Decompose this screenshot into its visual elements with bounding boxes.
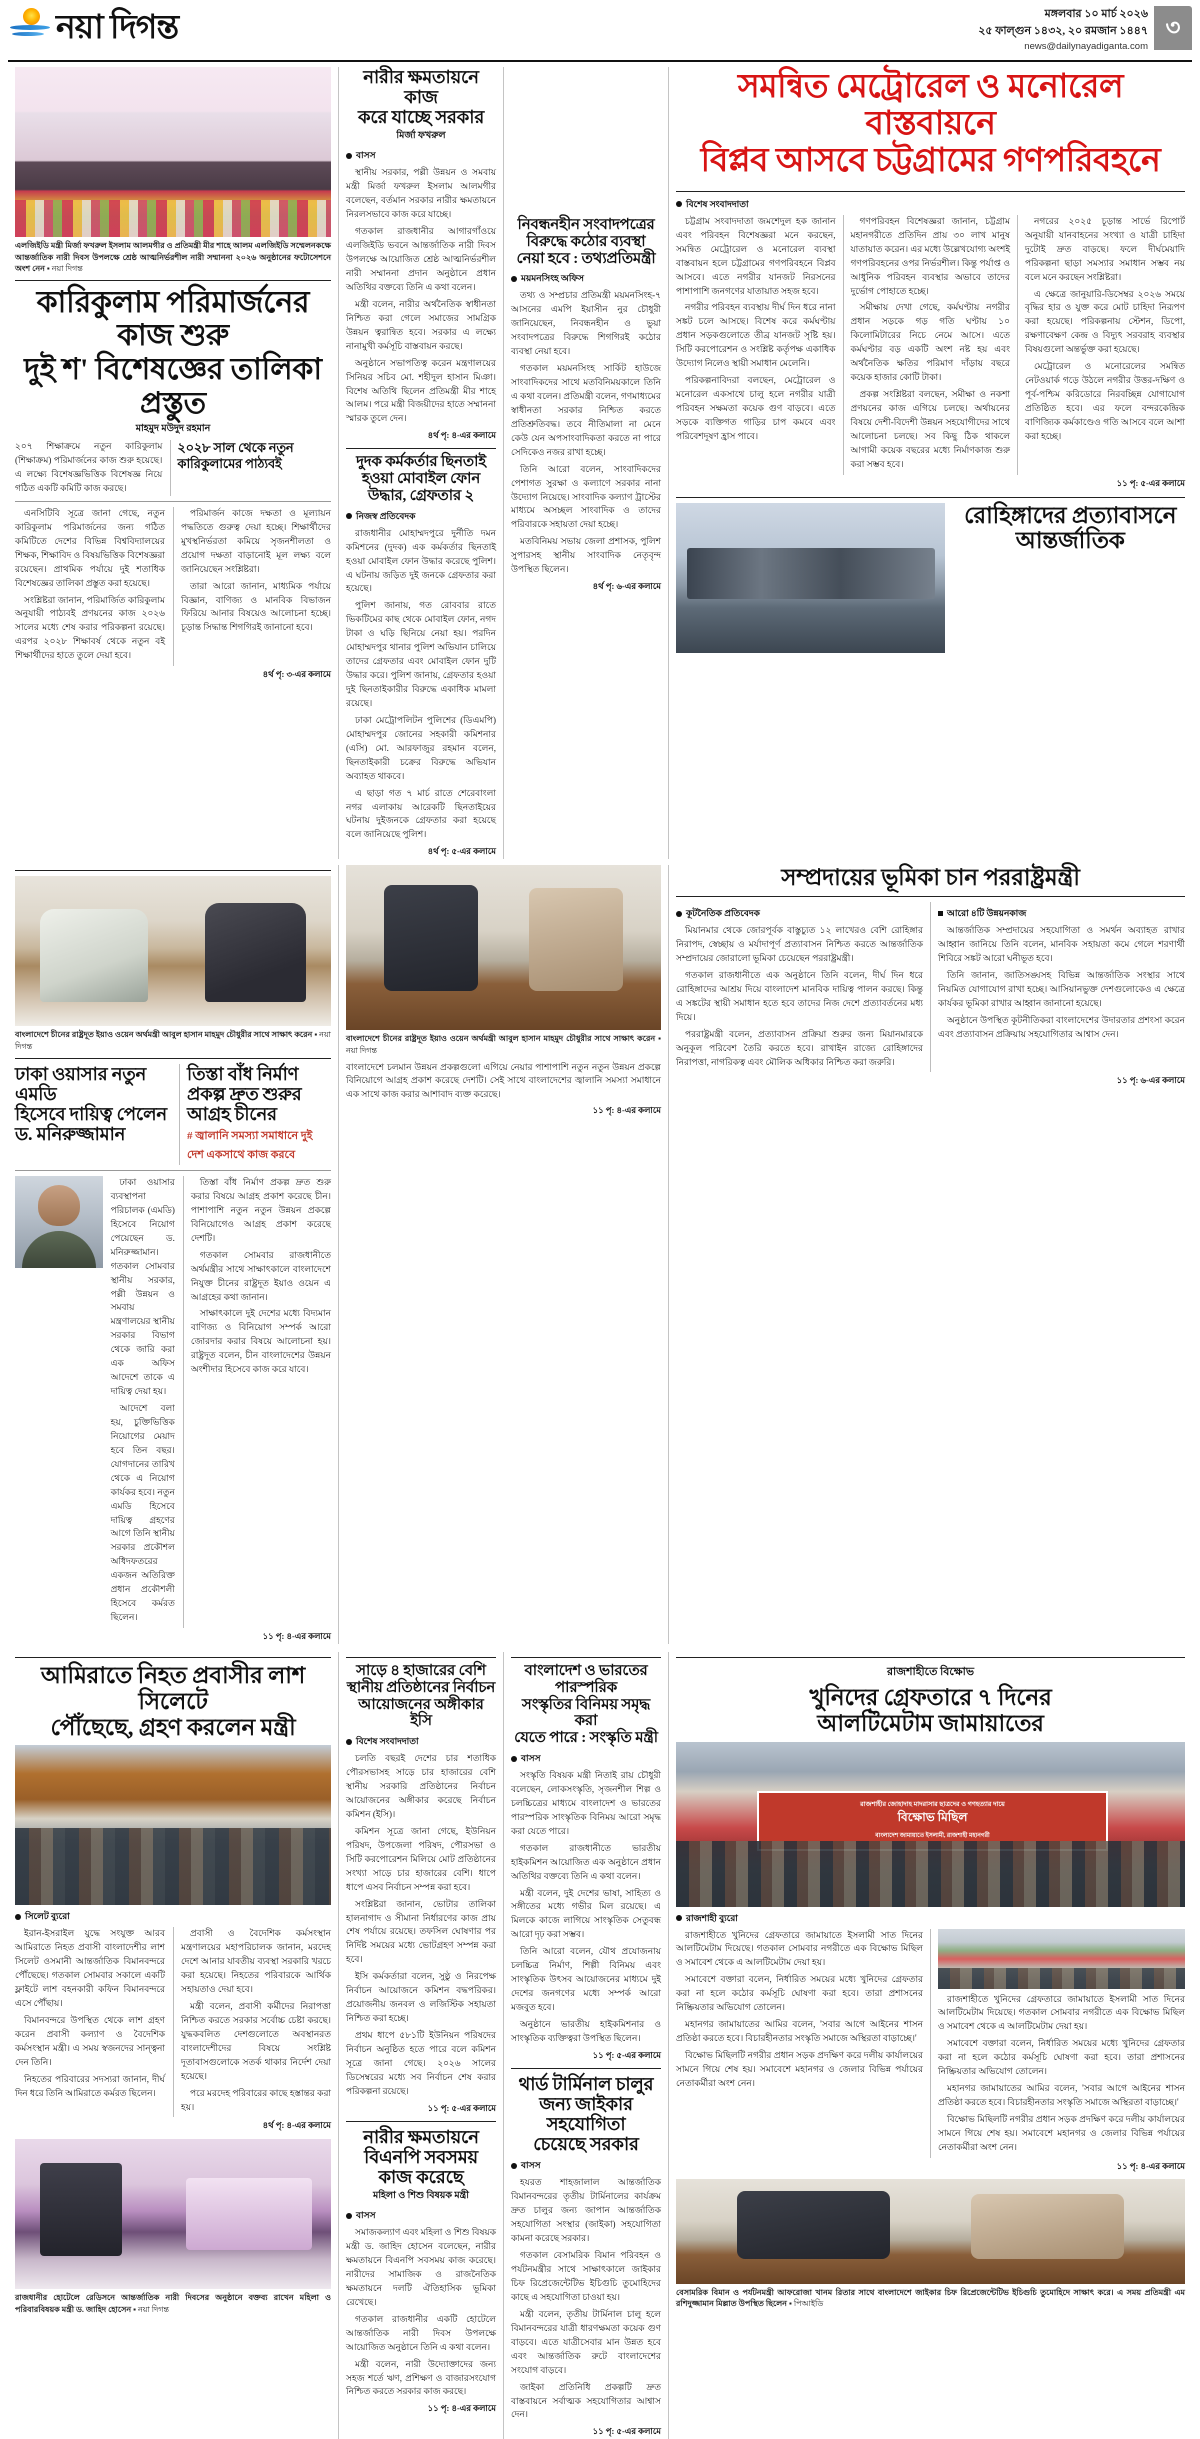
culture-source: বাসস	[511, 1751, 661, 1766]
column-right-bottom	[668, 1652, 1192, 2439]
press-registration-source: ময়মনসিংহ অফিস	[511, 271, 661, 286]
bnp-women-headline-l2[interactable]: বিএনপি সবসময়	[364, 2146, 478, 2167]
masthead-title: নয়া দিগন্ত	[56, 9, 179, 46]
terminal-headline-l3[interactable]: চেয়েছে সরকার	[533, 2134, 639, 2155]
expat-body-b: প্রবাসী ও বৈদেশিক কর্মসংস্থান মন্ত্রণালয়ের মহাপরিচালক জানান, মরদেহ দেশে আনার যাবতীয় ব্যবস্থা সরকারি খরচে করা হয়েছে। নিহতের পরিবারকে আর্থিক সহায়তাও দেয়া হবে। মন্ত্রী বলেন, প্রবাসী কর্মীদের নিরাপত্তা নিশ্চিত করতে সরকার সর্বোচ্চ চেষ্টা করছে। যুদ্ধকবলিত দেশগুলোতে অবস্থানরত বাংলাদেশীদের বিষয়ে সংশ্লিষ্ট দূতাবাসগুলোকে সতর্ক থাকার নির্দেশ দেয়া হয়েছে। পরে মরদেহ পরিবারের কাছে হস্তান্তর করা হয়।	[173, 1927, 331, 2117]
sahosika-event-photo	[15, 2139, 331, 2289]
mobile-theft-headline-l2[interactable]: হওয়া মোবাইল ফোন	[361, 471, 481, 488]
curriculum-jump-ref[interactable]: ৪র্থ পৃ: ৩-এর কলামে	[262, 669, 331, 680]
rohingya-jump-ref[interactable]: ১১ পৃ: ৬-এর কলামে	[1116, 1075, 1185, 1086]
top-band	[8, 67, 1192, 859]
ec-election-source: বিশেষ সংবাদদাতা	[346, 1734, 496, 1749]
ec-election-body: চলতি বছরই দেশের চার শতাধিক পৌরসভাসহ সাড়ে চার হাজারের বেশি স্থানীয় সরকারি প্রতিষ্ঠানের নির্বাচন আয়োজনের অঙ্গীকার করেছে নির্বাচন কমিশন (ইসি)। কমিশন সূত্রে জানা গেছে, ইউনিয়ন পরিষদ, উপজেলা পরিষদ, পৌরসভা ও সিটি করপোরেশন মিলিয়ে মোট প্রতিষ্ঠানের সংখ্যা সাড়ে চার হাজারের বেশি। ধাপে ধাপে এসব নির্বাচন সম্পন্ন করা হবে। সংশ্লিষ্টরা জানান, ভোটার তালিকা হালনাগাদ ও সীমানা নির্ধারণের কাজ প্রায় শেষ পর্যায়ে রয়েছে। তফসিল ঘোষণার পর নির্দিষ্ট সময়ের মধ্যে ভোটগ্রহণ সম্পন্ন করা হবে। ইসি কর্মকর্তারা বলেন, সুষ্ঠু ও নিরপেক্ষ নির্বাচন আয়োজনে কমিশন বদ্ধপরিকর। প্রয়োজনীয় জনবল ও লজিস্টিক সহায়তা নিশ্চিত করা হচ্ছে। প্রথম ধাপে ৫৮১টি ইউনিয়ন পরিষদের নির্বাচন অনুষ্ঠিত হতে পারে বলে কমিশন সূত্রে জানা গেছে। ২০২৬ সালের ডিসেম্বরের মধ্যে সব নির্বাচন শেষ করার পরিকল্পনা রয়েছে।	[346, 1753, 496, 2096]
jamaat-protest-photo	[676, 1742, 1185, 1907]
sahosika-caption: রাজধানীর হোটেলে রেডিসনে আন্তর্জাতিক নারী দিবসের অনুষ্ঠানে বক্তব্য রাখেন মহিলা ও পরিবারবিষয়ক মন্ত্রী ড. জাহিদ হোসেন ▪ নয়া দিগন্ত	[15, 2293, 331, 2315]
masthead	[8, 6, 1192, 58]
press-registration-jump-ref[interactable]: ৪র্থ পৃ: ৬-এর কলামে	[592, 581, 661, 592]
tista-headline-l1[interactable]: তিস্তা বাঁধ নির্মাণ	[187, 1063, 299, 1084]
bnp-women-body: সমাজকল্যাণ এবং মহিলা ও শিশু বিষয়ক মন্ত্রী ড. জাহিদ হোসেন বলেছেন, নারীর ক্ষমতায়নে বিএনপি সবসময় কাজ করেছে। নারীদের সামাজিক ও রাজনৈতিক ক্ষমতায়নে দলটি ঐতিহাসিক ভূমিকা রেখেছে। গতকাল রাজধানীর একটি হোটেলে আন্তর্জাতিক নারী দিবস উপলক্ষে আয়োজিত অনুষ্ঠানে তিনি এ কথা বলেন। মন্ত্রী বলেন, নারী উদ্যোক্তাদের জন্য সহজ শর্তে ঋণ, প্রশিক্ষণ ও বাজারসংযোগ নিশ্চিত করতে সরকার কাজ করছে।	[346, 2227, 496, 2397]
ec-election-headline-l1[interactable]: সাড়ে ৪ হাজারের বেশি	[356, 1663, 486, 1680]
expat-jump-ref[interactable]: ৪র্থ পৃ: ৪-এর কলামে	[262, 2120, 331, 2131]
rajshahi-source: রাজশাহী ব্যুরো	[676, 1911, 1185, 1926]
bnp-women-byline: মহিলা ও শিশু বিষয়ক মন্ত্রী	[373, 2191, 469, 2202]
rajshahi-body-right: রাজশাহীতে খুনিদের গ্রেফতারে জামায়াতে ইসলামী সাত দিনের আলটিমেটাম দিয়েছে। গতকাল সোমবার নগরীতে এক বিক্ষোভ মিছিল ও সমাবেশ থেকে এ আলটিমেটাম দেয়া হয়। সমাবেশে বক্তারা বলেন, নির্ধারিত সময়ের মধ্যে খুনিদের গ্রেফতার করা না হলে কঠোর কর্মসূচি ঘোষণা করা হবে। তারা প্রশাসনের নিষ্ক্রিয়তার অভিযোগ তোলেন। মহানগর জামায়াতের আমির বলেন, 'সবার আগে আইনের শাসন প্রতিষ্ঠা করতে হবে। বিচারহীনতার সংস্কৃতি সমাজে অস্থিরতা বাড়াচ্ছে।' বিক্ষোভ মিছিলটি নগরীর প্রধান সড়ক প্রদক্ষিণ করে দলীয় কার্যালয়ের সামনে গিয়ে শেষ হয়। সমাবেশে মহানগর ও জেলার বিভিন্ন পর্যায়ের নেতাকর্মীরা অংশ নেন।	[938, 1993, 1185, 2152]
culture-headline-l1[interactable]: বাংলাদেশ ও ভারতের পারস্পরিক	[524, 1663, 648, 1696]
column-4-bottom	[503, 1652, 668, 2439]
curriculum-headline-line2[interactable]: দুই শ' বিশেষজ্ঞের তালিকা প্রস্তুত	[24, 352, 322, 420]
women-empowerment-source: বাসস	[346, 148, 496, 163]
column-2-mid	[338, 865, 668, 1644]
terminal-jump-ref[interactable]: ১১ পৃ: ৫-এর কলামে	[592, 2426, 661, 2437]
lead-story	[668, 67, 1192, 859]
bnp-women-source: বাসস	[346, 2208, 496, 2223]
rohingya-source-right: আরো ৪টি উন্নয়নকাজ	[938, 906, 1185, 921]
column-1-top	[8, 67, 338, 859]
column-right-mid	[668, 865, 1192, 1644]
expat-headline-l2[interactable]: পৌঁছেছে, গ্রহণ করলেন মন্ত্রী	[50, 1714, 296, 1740]
bottom-band	[8, 1652, 1192, 2439]
china-meeting-caption: বাংলাদেশে চীনের রাষ্ট্রদূত ইয়াও ওয়েন অর্থমন্ত্রী আবুল হাসান মাহমুদ চৌধুরীর সাথে সাক্ষাৎ করেন ▪ নয়া দিগন্ত	[15, 1030, 331, 1051]
finance-meeting-caption: বাংলাদেশে চীনের রাষ্ট্রদূত ইয়াও ওয়েন অর্থমন্ত্রী আবুল হাসান মাহমুদ চৌধুরীর সাথে সাক্ষাৎ করেন ▪ নয়া দিগন্ত	[346, 1034, 661, 1055]
gregorian-date: মঙ্গলবার ১০ মার্চ ২০২৬	[1044, 8, 1148, 20]
mobile-theft-headline-l3[interactable]: উদ্ধার, গ্রেফতার ২	[367, 487, 475, 504]
rohingya-headline-l2[interactable]: সম্প্রদায়ের ভূমিকা চান পররাষ্ট্রমন্ত্রী	[781, 865, 1080, 891]
culture-jump-ref[interactable]: ১১ পৃ: ৫-এর কলামে	[592, 2049, 661, 2060]
terminal-body: হযরত শাহজালাল আন্তর্জাতিক বিমানবন্দরের তৃতীয় টার্মিনালের কার্যক্রম দ্রুত চালুর জন্য জাপান আন্তর্জাতিক সহযোগিতা সংস্থার (জাইকা) সহযোগিতা কামনা করেছে সরকার। গতকাল বেসামরিক বিমান পরিবহন ও পর্যটনমন্ত্রীর সাথে সাক্ষাৎকালে জাইকার চিফ রিপ্রেজেন্টেটিভ ইচিগুচি তুমোহিদের কাছে এ সহযোগিতা চাওয়া হয়। মন্ত্রী বলেন, তৃতীয় টার্মিনাল চালু হলে বিমানবন্দরের যাত্রী ধারণক্ষমতা কয়েক গুণ বাড়বে। এতে যাত্রীসেবার মান উন্নত হবে এবং আন্তর্জাতিক রুটে বাংলাদেশের সংযোগ বাড়বে। জাইকা প্রতিনিধি প্রকল্পটি দ্রুত বাস্তবায়নে সর্বাত্মক সহযোগিতার আশ্বাস দেন।	[511, 2177, 661, 2420]
page-number: ৩	[1165, 15, 1181, 41]
women-empowerment-byline: মির্জা ফখরুল	[396, 131, 446, 142]
curriculum-byline: মাহমুদ মউদুদ রহমান	[135, 424, 211, 435]
lead-source: বিশেষ সংবাদদাতা	[676, 197, 1185, 212]
tista-dam-block	[179, 1064, 331, 1165]
column-3-bottom	[338, 1652, 503, 2439]
rajshahi-jump-ref[interactable]: ১১ পৃ: ৪-এর কলামে	[1116, 2160, 1185, 2171]
lead-jump-ref[interactable]: ১১ পৃ: ৫-এর কলামে	[1116, 477, 1185, 488]
contact-email[interactable]: news@dailynayadiganta.com	[1024, 41, 1148, 53]
page-number-badge	[1154, 6, 1192, 50]
ec-election-headline-l2[interactable]: স্থানীয় প্রতিষ্ঠানের নির্বাচন	[346, 1679, 496, 1696]
press-registration-body: তথ্য ও সম্প্রচার প্রতিমন্ত্রী ময়মনসিংহ-৭ আসনের এমপি ইয়াসীন নুর চৌধুরী জানিয়েছেন, নিবন্ধনহীন ও ভুয়া সংবাদপত্রের বিরুদ্ধে শিগগিরই কঠোর ব্যবস্থা নেয়া হবে। গতকাল ময়মনসিংহ সার্কিট হাউজে সাংবাদিকদের সাথে মতবিনিময়কালে তিনি এ কথা বলেন। প্রতিমন্ত্রী বলেন, গণমাধ্যমের স্বাধীনতা সরকার নিশ্চিত করতে প্রতিশ্রুতিবদ্ধ। তবে নীতিমালা না মেনে কেউ যেন অপসাংবাদিকতা করতে না পারে সেদিকেও নজর রাখা হচ্ছে। তিনি আরো বলেন, সাংবাদিকদের পেশাগত সুরক্ষা ও কল্যাণে সরকার নানা উদ্যোগ নিয়েছে। সাংবাদিক কল্যাণ ট্রাস্টের মাধ্যমে অসচ্ছল সাংবাদিক ও তাদের পরিবারকে সহায়তা দেয়া হচ্ছে। মতবিনিময় সভায় জেলা প্রশাসক, পুলিশ সুপারসহ স্থানীয় সাংবাদিক নেতৃবৃন্দ উপস্থিত ছিলেন।	[511, 290, 661, 575]
wasa-md-portrait-photo	[15, 1176, 103, 1268]
curriculum-body-b: পরিমার্জন কাজে দক্ষতা ও মূল্যায়ন পদ্ধতিতে গুরুত্ব দেয়া হচ্ছে। শিক্ষার্থীদের মুখস্থনির্ভরতা কমিয়ে সৃজনশীলতা ও প্রয়োগ দক্ষতা বাড়ানোই মূল লক্ষ্য বলে জানিয়েছেন সংশ্লিষ্টরা। তারা আরো জানান, মাধ্যমিক পর্যায়ে বিজ্ঞান, বাণিজ্য ও মানবিক বিভাজন ফিরিয়ে আনার বিষয়েও আলোচনা হচ্ছে। চূড়ান্ত সিদ্ধান্ত শিগগিরই জানানো হবে।	[173, 507, 331, 666]
culture-headline-l3[interactable]: যেতে পারে : সংস্কৃতি মন্ত্রী	[514, 1730, 658, 1747]
ec-election-headline-l3[interactable]: আয়োজনের অঙ্গীকার ইসি	[358, 1696, 484, 1730]
rajshahi-headline-l1[interactable]: খুনিদের গ্রেফতারে ৭ দিনের	[809, 1685, 1052, 1711]
rohingya-body-left: মিয়ানমার থেকে জোরপূর্বক বাস্তুচ্যুত ১২ লাখেরও বেশি রোহিঙ্গার নিরাপদ, স্বেচ্ছায় ও মর্যাদাপূর্ণ প্রত্যাবাসন নিশ্চিত করতে আন্তর্জাতিক সম্প্রদায়ের জোরালো ভূমিকা চেয়েছেন পররাষ্ট্রমন্ত্রী। গতকাল রাজধানীতে এক অনুষ্ঠানে তিনি বলেন, দীর্ঘ দিন ধরে রোহিঙ্গাদের আশ্রয় দিয়ে বাংলাদেশ মানবিক দায়িত্ব পালন করছে। কিন্তু এ সঙ্কটের স্থায়ী সমাধান হতে হবে তাদের নিজ দেশে প্রত্যাবর্তনের মধ্য দিয়ে। পররাষ্ট্রমন্ত্রী বলেন, প্রত্যাবাসন প্রক্রিয়া শুরুর জন্য মিয়ানমারকে অনুকূল পরিবেশ তৈরি করতে হবে। রাখাইন রাজ্যে রোহিঙ্গাদের নিরাপত্তা, নাগরিকত্ব এবং মৌলিক অধিকার নিশ্চিত করা জরুরি।	[676, 925, 923, 1067]
expat-body-a: ইরান-ইসরাইল যুদ্ধে সংযুক্ত আরব আমিরাতে নিহত প্রবাসী বাংলাদেশীর লাশ সিলেট ওসমানী আন্তর্জাতিক বিমানবন্দরে পৌঁছেছে। গতকাল সোমবার সকালে একটি ফ্লাইটে লাশ বহনকারী কফিন বিমানবন্দরে এসে পৌঁছায়। বিমানবন্দরে উপস্থিত থেকে লাশ গ্রহণ করেন প্রবাসী কল্যাণ ও বৈদেশিক কর্মসংস্থান মন্ত্রী। এ সময় স্বজনদের সান্ত্বনা দেন তিনি। নিহতের পরিবারের সদস্যরা জানান, দীর্ঘ দিন ধরে তিনি আমিরাতে কর্মরত ছিলেন।	[15, 1928, 165, 2098]
tista-body: তিস্তা বাঁধ নির্মাণ প্রকল্প দ্রুত শুরু করার বিষয়ে আগ্রহ প্রকাশ করেছে চীন। পাশাপাশি নতুন নতুন উন্নয়ন প্রকল্পে বিনিয়োগেও আগ্রহ প্রকাশ করেছে দেশটি। গতকাল সোমবার রাজধানীতে অর্থমন্ত্রীর সাথে সাক্ষাৎকালে বাংলাদেশে নিযুক্ত চীনের রাষ্ট্রদূত ইয়াও ওয়েন এ আগ্রহের কথা জানান। সাক্ষাৎকালে দুই দেশের মধ্যে বিদ্যমান বাণিজ্য ও বিনিয়োগ সম্পর্ক আরো জোরদার করার বিষয়ে আলোচনা হয়। রাষ্ট্রদূত বলেন, চীন বাংলাদেশের উন্নয়ন অংশীদার হিসেবে কাজ করে যাবে।	[183, 1176, 331, 1628]
wasa-md-headline-l3[interactable]: ড. মনিরুজ্জামান	[15, 1124, 126, 1145]
protest-banner-line2: বিক্ষোভ মিছিল	[897, 1810, 968, 1825]
curriculum-body-a: এনসিটিবি সূত্রে জানা গেছে, নতুন কারিকুলাম পরিমার্জনের জন্য গঠিত কমিটিতে দেশের বিভিন্ন বিশ্ববিদ্যালয়ের শিক্ষক, শিক্ষাবিদ ও বিষয়ভিত্তিক বিশেষজ্ঞরা রয়েছেন। প্রাথমিক পর্যায়ে দুই শতাধিক বিশেষজ্ঞের তালিকা প্রস্তুত করা হয়েছে। সংশ্লিষ্টরা জানান, পরিমার্জিত কারিকুলাম অনুযায়ী পাঠ্যবই প্রণয়নের কাজ ২০২৬ সালের মধ্যে শেষ করার পরিকল্পনা রয়েছে। এরপর ২০২৮ শিক্ষাবর্ষ থেকে নতুন বই শিক্ষার্থীদের হাতে তুলে দেয়া হবে।	[15, 507, 165, 661]
rohingya-body-right: আন্তর্জাতিক সম্প্রদায়ের সহযোগিতা ও সমর্থন অব্যাহত রাখার আহ্বান জানিয়ে তিনি বলেন, মানবিক সহায়তা কমে গেলে শরণার্থী শিবিরে সঙ্কট আরো ঘনীভূত হবে। তিনি জানান, জাতিসঙ্ঘসহ বিভিন্ন আন্তর্জাতিক সংস্থার সাথে নিয়মিত যোগাযোগ রাখা হচ্ছে। আসিয়ানভুক্ত দেশগুলোকেও এ ক্ষেত্রে কার্যকর ভূমিকা রাখার আহ্বান জানানো হয়েছে। অনুষ্ঠানে উপস্থিত কূটনীতিকরা বাংলাদেশের উদারতার প্রশংসা করেন এবং প্রত্যাবাসন প্রক্রিয়ায় সহযোগিতার আশ্বাস দেন।	[938, 925, 1185, 1039]
curriculum-subhead: ২০২৮ সাল থেকে নতুন কারিকুলামের পাঠ্যবই	[177, 440, 294, 471]
rohingya-source-left: কূটনৈতিক প্রতিবেদক	[676, 906, 923, 921]
tista-jump-ref[interactable]: ১১ পৃ: ৪-এর কলামে	[592, 1105, 661, 1116]
press-registration-headline-l2[interactable]: বিরুদ্ধে কঠোর ব্যবস্থা	[526, 233, 646, 250]
bengali-hijri-date: ২৫ ফাল্গুন ১৪৩২, ২০ রমজান ১৪৪৭	[978, 25, 1148, 38]
column-1-bottom	[8, 1652, 338, 2439]
wasa-md-headline-l2[interactable]: হিসেবে দায়িত্ব পেলেন	[15, 1103, 167, 1124]
women-empowerment-headline-l2[interactable]: করে যাচ্ছে সরকার	[357, 107, 485, 128]
finance-minister-meeting-photo	[346, 865, 661, 1030]
bnp-women-headline-l1[interactable]: নারীর ক্ষমতায়নে	[363, 2126, 479, 2147]
rajshahi-kicker: রাজশাহীতে বিক্ষোভ	[886, 1666, 975, 1679]
protest-banner-line1: রাজশাহীর জোহাদাহ মাদরাসার ছাত্রদের ও গণহত্যার দায়ে	[860, 1800, 1005, 1808]
rajshahi-street-photo	[938, 1929, 1185, 1989]
rajshahi-body-left: রাজশাহীতে খুনিদের গ্রেফতারে জামায়াতে ইসলামী সাত দিনের আলটিমেটাম দিয়েছে। গতকাল সোমবার নগরীতে এক বিক্ষোভ মিছিল ও সমাবেশ থেকে এ আলটিমেটাম দেয়া হয়। সমাবেশে বক্তারা বলেন, নির্ধারিত সময়ের মধ্যে খুনিদের গ্রেফতার করা না হলে কঠোর কর্মসূচি ঘোষণা করা হবে। তারা প্রশাসনের নিষ্ক্রিয়তার অভিযোগ তোলেন। মহানগর জামায়াতের আমির বলেন, 'সবার আগে আইনের শাসন প্রতিষ্ঠা করতে হবে। বিচারহীনতার সংস্কৃতি সমাজে অস্থিরতা বাড়াচ্ছে।' বিক্ষোভ মিছিলটি নগরীর প্রধান সড়ক প্রদক্ষিণ করে দলীয় কার্যালয়ের সামনে গিয়ে শেষ হয়। সমাবেশে মহানগর ও জেলার বিভিন্ন পর্যায়ের নেতাকর্মীরা অংশ নেন।	[676, 1929, 923, 2088]
tista-headline-l3[interactable]: আগ্রহ চীনের	[187, 1103, 277, 1124]
terminal-headline-l2[interactable]: জন্য জাইকার সহযোগিতা	[539, 2093, 633, 2135]
tista-mid-body: বাংলাদেশে চলমান উন্নয়ন প্রকল্পগুলো এগিয়ে নেয়ার পাশাপাশি নতুন নতুন উন্নয়ন প্রকল্পে বিনিয়োগে আগ্রহ প্রকাশ করেছে দেশটি। সেই সাথে বাংলাদেশের জ্বালানি সমস্যা সমাধানে এক সাথে কাজ করার আশাবাদ ব্যক্ত করেছে।	[346, 1061, 661, 1100]
wasa-md-body: ঢাকা ওয়াসার ব্যবস্থাপনা পরিচালক (এমডি) হিসেবে নিয়োগ পেয়েছেন ড. মনিরুজ্জামান। গতকাল সোমবার স্থানীয় সরকার, পল্লী উন্নয়ন ও সমবায় মন্ত্রণালয়ের স্থানীয় সরকার বিভাগ থেকে জারি করা এক অফিস আদেশে তাকে এ দায়িত্ব দেয়া হয়। আদেশে বলা হয়, চুক্তিভিত্তিক নিয়োগের মেয়াদ হবে তিন বছর। যোগদানের তারিখ থেকে এ নিয়োগ কার্যকর হবে। নতুন এমডি হিসেবে দায়িত্ব গ্রহণের আগে তিনি স্থানীয় সরকার প্রকৌশল অধিদফতরের একজন অতিরিক্ত প্রধান প্রকৌশলী হিসেবে কর্মরত ছিলেন।	[110, 1177, 175, 1623]
mobile-theft-source: নিজস্ব প্রতিবেদক	[346, 509, 496, 524]
tista-tagline: # জ্বালানি সমস্যা সমাধানে দুই দেশ একসাথে কাজ করবে	[187, 1130, 313, 1162]
tista-headline-l2[interactable]: প্রকল্প দ্রুত শুরুর	[187, 1083, 302, 1104]
bnp-women-jump-ref[interactable]: ১১ পৃ: ৪-এর কলামে	[427, 2403, 496, 2414]
press-registration-headline-l1[interactable]: নিবন্ধনহীন সংবাদপত্রের	[517, 217, 655, 233]
expat-source: সিলেট ব্যুরো	[15, 1909, 331, 1924]
lead-headline-line2[interactable]: বিপ্লব আসবে চট্টগ্রামের গণপরিবহনে	[700, 142, 1161, 179]
wasa-md-jump-ref[interactable]: ১১ পৃ: ৪-এর কলামে	[262, 1631, 331, 1642]
press-registration-headline-l3[interactable]: নেয়া হবে : তথ্যপ্রতিমন্ত্রী	[516, 250, 656, 267]
women-empowerment-body: স্থানীয় সরকার, পল্লী উন্নয়ন ও সমবায় মন্ত্রী মির্জা ফখরুল ইসলাম আলমগীর বলেছেন, বর্তমান সরকার নারীর ক্ষমতায়নে নিরলসভাবে কাজ করে যাচ্ছে। গতকাল রাজধানীর আগারগাঁওয়ে এলজিইডি ভবনে আন্তর্জাতিক নারী দিবস উপলক্ষে আয়োজিত শ্রেষ্ঠ আত্মনির্ভরশীল নারী সম্মাননা প্রদান অনুষ্ঠানে প্রধান অতিথির বক্তব্যে তিনি এ কথা বলেন। মন্ত্রী বলেন, নারীর অর্থনৈতিক স্বাধীনতা নিশ্চিত করা গেলে সমাজের সামগ্রিক উন্নয়ন ত্বরান্বিত হবে। সরকার এ লক্ষ্যে নানামুখী কর্মসূচি বাস্তবায়ন করছে। অনুষ্ঠানে সভাপতিত্ব করেন মন্ত্রণালয়ের সিনিয়র সচিব মো. শহীদুল হাসান মিঞা। বিশেষ অতিথি ছিলেন প্রতিমন্ত্রী মীর শাহে আলম। পরে মন্ত্রী বিজয়ীদের হাতে সম্মাননা স্মারক তুলে দেন।	[346, 167, 496, 424]
terminal-source: বাসস	[511, 2158, 661, 2173]
women-empowerment-headline-l1[interactable]: নারীর ক্ষমতায়নে কাজ	[363, 67, 479, 108]
column-1-mid	[8, 865, 338, 1644]
jica-photo-caption: বেসামরিক বিমান ও পর্যটনমন্ত্রী আফরোজা খানম রিতার সাথে বাংলাদেশে জাইকার চিফ রিপ্রেজেন্টেটিভ ইচিগুচি তুমোহিদে সাক্ষাৎ করে। এ সময় প্রতিমন্ত্রী এম রশিদুজ্জামান মিল্লাত উপস্থিত ছিলেন ▪ পিআইডি	[676, 2287, 1185, 2309]
lead-headline-line1[interactable]: সমন্বিত মেট্রোরেল ও মনোরেল বাস্তবায়নে	[737, 69, 1124, 142]
lead-body-col1: চট্টগ্রাম সংবাদদাতা জমশেদুল হক জানান এবং পরিবহন বিশেষজ্ঞরা মনে করছেন, সমন্বিত মেট্রোরেল ও মনোরেল ব্যবস্থা বাস্তবায়ন হলে চট্টগ্রামের গণপরিবহনে বিপ্লব আসবে। এতে নগরীর যানজট নিরসনের পাশাপাশি জনগণের যাতায়াত সহজ হবে। নগরীর পরিবহন ব্যবস্থায় দীর্ঘ দিন ধরে নানা সঙ্কট চলে আসছে। বিশেষ করে কর্মঘণ্টায় প্রধান সড়কগুলোতে তীব্র যানজট সৃষ্টি হয়। সিটি করপোরেশন ও সংশ্লিষ্ট কর্তৃপক্ষ একাধিক উদ্যোগ নিলেও স্থায়ী সমাধান মেলেনি। পরিকল্পনাবিদরা বলছেন, মেট্রোরেল ও মনোরেল একসাথে চালু হলে নগরীর যাত্রী পরিবহন সক্ষমতা কয়েক গুণ বাড়বে। এতে সড়কে ব্যক্তিগত গাড়ির চাপ কমবে এবং পরিবেশদূষণ হ্রাস পাবে।	[676, 215, 836, 441]
curriculum-headline-line1[interactable]: কারিকুলাম পরিমার্জনের কাজ শুরু	[36, 285, 310, 353]
culture-headline-l2[interactable]: সংস্কৃতির বিনিময় সমৃদ্ধ করা	[521, 1696, 651, 1730]
lead-body-col3: নগরের ২০২৫ চূড়ান্ত সার্ভে রিপোর্ট অনুযায়ী যানবাহনের সংখ্যা ও যাত্রী চাহিদা দুটোই দ্রুত বাড়ছে। ফলে দীর্ঘমেয়াদি পরিকল্পনা ছাড়া সমস্যার সমাধান সম্ভব নয় বলে মনে করছেন সংশ্লিষ্টরা। এ ক্ষেত্রে জানুয়ারি-ডিসেম্বর ২০২৬ সময়ে বৃদ্ধির হার ও যুক্ত করে মোট চাহিদা নিরূপণ করা হয়েছে। পরিকল্পনায় স্টেশন, ডিপো, রক্ষণাবেক্ষণ কেন্দ্র ও বিদ্যুৎ সরবরাহ ব্যবস্থার বিষয়গুলো অন্তর্ভুক্ত করা হয়েছে। মেট্রোরেল ও মনোরেলের সমন্বিত নেটওয়ার্ক গড়ে উঠলে নগরীর উত্তর-দক্ষিণ ও পূর্ব-পশ্চিম করিডোরে নিরবচ্ছিন্ন যোগাযোগ প্রতিষ্ঠিত হবে। এর ফলে বন্দরকেন্দ্রিক বাণিজ্যিক কর্মকাণ্ডেও গতি আসবে বলে আশা করা হচ্ছে।	[1017, 215, 1185, 475]
curriculum-intro-left: ২০৭ শিক্ষাক্রমে নতুন কারিকুলাম (শিক্ষাক্রম) পরিমার্জনের কাজ শুরু হয়েছে। এ লক্ষ্যে বিশেষজ্ঞভিত্তিক বিশেষজ্ঞ নিয়ে গঠিত একটি কমিটি কাজ করছে।	[15, 441, 163, 493]
china-ambassador-meeting-photo	[15, 876, 331, 1026]
terminal-headline-l1[interactable]: থার্ড টার্মিনাল চালুর	[518, 2073, 654, 2094]
masthead-divider	[8, 60, 1192, 62]
health-ministry-meeting-photo	[676, 503, 945, 653]
protest-banner-line3: বাংলাদেশ জামায়াতে ইসলামী, রাজশাহী মহানগরী	[875, 1833, 990, 1840]
wasa-md-headline-l1[interactable]: ঢাকা ওয়াসার নতুন এমডি	[15, 1063, 147, 1104]
women-day-ceremony-photo	[15, 67, 331, 237]
mobile-theft-jump-ref[interactable]: ৪র্থ পৃ: ৫-এর কলামে	[427, 846, 496, 857]
expat-headline-l1[interactable]: আমিরাতে নিহত প্রবাসীর লাশ সিলেটে	[40, 1663, 306, 1714]
sun-wave-logo-icon	[10, 6, 52, 50]
mobile-theft-headline-l1[interactable]: দুদক কর্মকর্তার ছিনতাই	[356, 454, 486, 471]
jica-meeting-photo	[676, 2179, 1185, 2284]
bnp-women-headline-l3[interactable]: কাজ করেছে	[378, 2167, 464, 2188]
mid-band	[8, 865, 1192, 1644]
rohingya-headline-l1[interactable]: রোহিঙ্গাদের প্রত্যাবাসনে আন্তর্জাতিক	[964, 502, 1177, 554]
newspaper-logo[interactable]	[8, 6, 178, 50]
culture-body: সংস্কৃতি বিষয়ক মন্ত্রী নিতাই রায় চৌধুরী বলেছেন, লোকসংস্কৃতি, সৃজনশীল শিল্প ও চলচ্চিত্রের মাধ্যমে বাংলাদেশ ও ভারতের পারস্পরিক সাংস্কৃতিক বিনিময় আরো সমৃদ্ধ করা যেতে পারে। গতকাল রাজধানীতে ভারতীয় হাইকমিশন আয়োজিত এক অনুষ্ঠানে প্রধান অতিথির বক্তব্যে তিনি এ কথা বলেন। মন্ত্রী বলেন, দুই দেশের ভাষা, সাহিত্য ও সঙ্গীতের মধ্যে গভীর মিল রয়েছে। এ মিলকে কাজে লাগিয়ে সাংস্কৃতিক সেতুবন্ধ আরো দৃঢ় করা সম্ভব। তিনি আরো বলেন, যৌথ প্রযোজনায় চলচ্চিত্র নির্মাণ, শিল্পী বিনিময় এবং সাংস্কৃতিক উৎসব আয়োজনের মাধ্যমে দুই দেশের জনগণের মধ্যে সম্পর্ক আরো মজবুত হবে। অনুষ্ঠানে ভারতীয় হাইকমিশনার ও সাংস্কৃতিক ব্যক্তিত্বরা উপস্থিত ছিলেন।	[511, 1770, 661, 2043]
column-3-top	[503, 67, 668, 859]
masthead-dateline	[978, 6, 1192, 55]
rajshahi-headline-l2[interactable]: আলটিমেটাম জামায়াতের	[817, 1710, 1044, 1736]
women-day-photo-caption: এলজিইডি মন্ত্রী মির্জা ফখরুল ইসলাম আলমগীর ও প্রতিমন্ত্রী মীর শাহে আলম এলজিইডি সম্মেলনকক্ষে আন্তর্জাতিক নারী দিবস উপলক্ষে শ্রেষ্ঠ আত্মনির্ভরশীল নারী সম্মাননা ২০২৬ অনুষ্ঠানের ফটোসেশনে অংশ নেন ▪ নয়া দিগন্ত	[15, 241, 331, 274]
lead-body-col2: গণপরিবহন বিশেষজ্ঞরা জানান, চট্টগ্রাম মহানগরীতে প্রতিদিন প্রায় ৩০ লাখ মানুষ যাতায়াত করেন। এর মধ্যে উল্লেখযোগ্য অংশই গণপরিবহনের ওপর নির্ভরশীল। কিন্তু পর্যাপ্ত ও আধুনিক পরিবহন ব্যবস্থার অভাবে তাদের দুর্ভোগ পোহাতে হচ্ছে। সমীক্ষায় দেখা গেছে, কর্মঘণ্টায় নগরীর প্রধান সড়কে গড় গতি ঘণ্টায় ১০ কিলোমিটারের নিচে নেমে আসে। এতে কর্মঘণ্টার বড় একটি অংশ নষ্ট হয় এবং অর্থনৈতিক ক্ষতির পরিমাণ দাঁড়ায় বছরে কয়েক হাজার কোটি টাকা। প্রকল্প সংশ্লিষ্টরা বলছেন, সমীক্ষা ও নকশা প্রণয়নের কাজ এগিয়ে চলছে। অর্থায়নের বিষয়ে দেশী-বিদেশী উন্নয়ন সহযোগীদের সাথে আলোচনা চলছে। সব কিছু ঠিক থাকলে আগামী কয়েক বছরের মধ্যে নির্মাণকাজ শুরু করা সম্ভব হবে।	[843, 215, 1018, 475]
column-2-top	[338, 67, 503, 859]
women-empowerment-jump-ref[interactable]: ৪র্থ পৃ: ৪-এর কলামে	[427, 430, 496, 441]
airport-body-receiving-photo	[15, 1745, 331, 1905]
mobile-theft-body: রাজধানীর মোহাম্মদপুরে দুর্নীতি দমন কমিশনের (দুদক) এক কর্মকর্তার ছিনতাই হওয়া মোবাইল ফোন উদ্ধার করেছে পুলিশ। এ ঘটনায় জড়িত দুই জনকে গ্রেফতার করা হয়েছে। পুলিশ জানায়, গত রোববার রাতে ভিকটিমের কাছ থেকে মোবাইল ফোন, নগদ টাকা ও ঘড়ি ছিনিয়ে নেয়া হয়। পরদিন মোহাম্মদপুর থানার পুলিশ অভিযান চালিয়ে তাদের গ্রেফতার এবং মোবাইল ফোন দুটি উদ্ধার করে। পুলিশ জানায়, গ্রেফতার হওয়া দুই ছিনতাইকারীর বিরুদ্ধে একাধিক মামলা রয়েছে। ঢাকা মেট্রোপলিটন পুলিশের (ডিএমপি) মোহাম্মদপুর জোনের সহকারী কমিশনার (এসি) মো. আরফাজুর রহমান বলেন, ছিনতাইকারী চক্রের বিরুদ্ধে অভিযান অব্যাহত থাকবে। এ ছাড়া গত ৭ মার্চ রাতে শেরেবাংলা নগর এলাকায় আরেকটি ছিনতাইয়ের ঘটনায় দুইজনকে গ্রেফতার করা হয়েছে বলে জানিয়েছে পুলিশ।	[346, 527, 496, 840]
ec-election-jump-ref[interactable]: ১১ পৃ: ৫-এর কলামে	[427, 2102, 496, 2113]
